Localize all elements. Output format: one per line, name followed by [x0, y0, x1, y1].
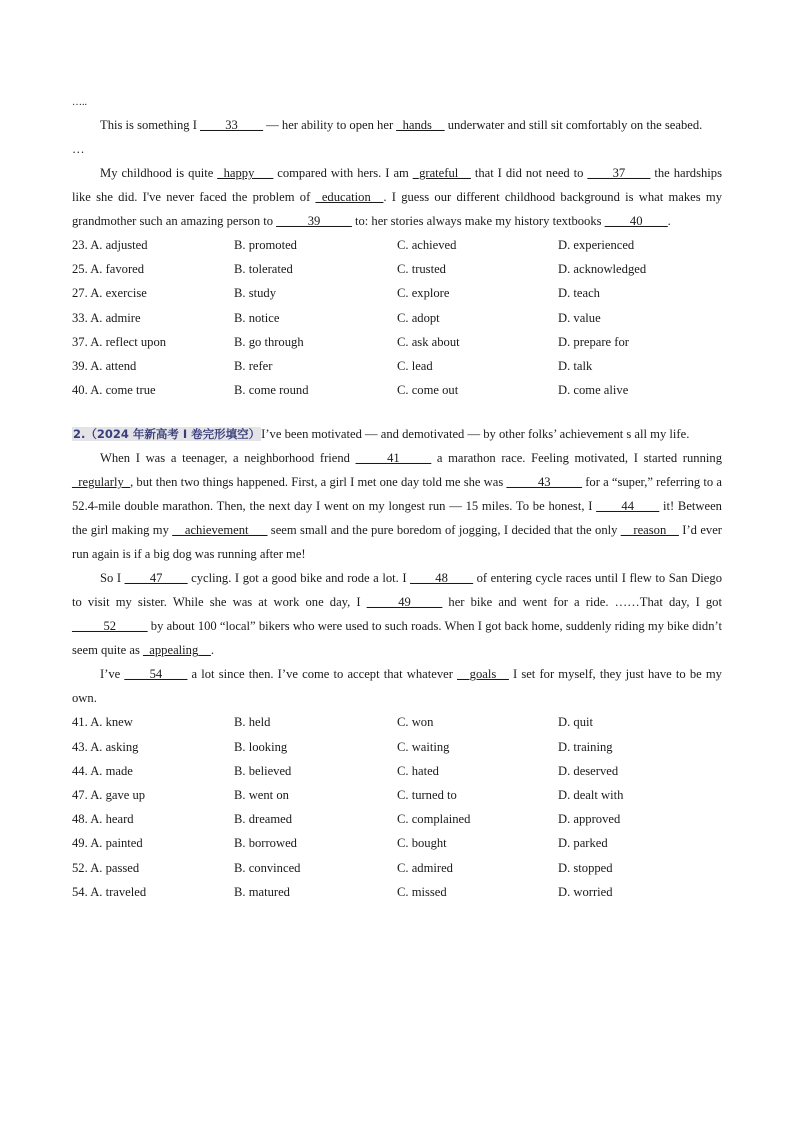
blank-44: ____44____ — [596, 499, 660, 514]
blank-43: _____43_____ — [506, 475, 583, 490]
blank-41: _____41_____ — [355, 451, 432, 466]
blank-grateful: _grateful__ — [412, 166, 471, 180]
option-item: 40. A. come true — [72, 383, 156, 398]
option-item: C. ask about — [397, 334, 460, 349]
option-item: C. achieved — [397, 238, 457, 252]
option-item: D. talk — [558, 359, 593, 374]
passage-paragraph-1b: My childhood is quite _happy___ compared with hers. I am _grateful__ that I did not need to ____37____ the hardships like she did. I've never faced the problem of _education__. I guess our different childhood background is what makes my grandmother such an amazing person to _____39_____ to: her stories always make my history textbooks ____40____. — [72, 166, 722, 228]
option-item: 52. A. passed — [72, 860, 140, 875]
option-item: 39. A. attend — [72, 359, 137, 374]
option-item: D. parked — [558, 836, 608, 851]
option-item: B. notice — [234, 310, 280, 325]
option-item: D. teach — [558, 286, 600, 301]
option-item: B. went on — [234, 788, 289, 803]
blank-education: _education__ — [315, 190, 384, 204]
blank-goals: __goals__ — [457, 667, 509, 682]
option-item: B. looking — [234, 739, 288, 754]
option-item: C. explore — [397, 286, 450, 301]
option-item: 33. A. admire — [72, 310, 141, 325]
option-item: B. refer — [234, 359, 273, 374]
option-item: D. approved — [558, 812, 621, 827]
option-item: C. trusted — [397, 262, 446, 277]
option-item: C. come out — [397, 383, 459, 398]
blank-39: _____39_____ — [276, 214, 352, 228]
option-item: B. go through — [234, 334, 304, 349]
passage-paragraph-1a: This is something I ____33____ — her ability to open her _hands__ underwater and still sit comfortably on the seabed. — [100, 118, 703, 132]
option-item: 25. A. favored — [72, 262, 145, 277]
option-item: 54. A. traveled — [72, 884, 147, 899]
options-table-2 — [72, 710, 722, 904]
option-item: 23. A. adjusted — [72, 238, 148, 252]
option-item: 49. A. painted — [72, 836, 143, 851]
option-item: C. admired — [397, 860, 453, 875]
blank-37: ____37____ — [587, 166, 651, 180]
option-item: B. come round — [234, 383, 309, 398]
passage-paragraph-2c: I’ve ____54____ a lot since then. I’ve come to accept that whatever __goals__ I set for myself, they just have to be my own. — [72, 667, 722, 706]
option-item: C. missed — [397, 884, 447, 899]
option-item: C. lead — [397, 359, 433, 374]
blank-40: ____40____ — [604, 214, 668, 228]
blank-54: ____54____ — [124, 667, 188, 682]
option-item: B. study — [234, 286, 276, 301]
question-source-tag: 2.（2024 年新高考 I 卷完形填空） — [73, 427, 261, 442]
option-item: D. prepare for — [558, 334, 629, 349]
passage-paragraph-2a: When I was a teenager, a neighborhood friend _____41_____ a marathon race. Feeling motivated, I started running _regularly_, but then two things happened. First, a girl I met one day told me she was _____43_____ for a “super,” referring to a 52.4-mile double marathon. Then, the next day I went on my longest run — 15 miles. To be honest, I ____44____ it! Between the girl making my __achievement___ seem small and the pure boredom of jogging, I decided that the only __reason__ I’d ever run again is if a big dog was running after me! — [72, 451, 722, 562]
option-item: C. turned to — [397, 788, 457, 803]
option-item: 43. A. asking — [72, 739, 139, 754]
blank-happy: _happy___ — [217, 166, 274, 180]
option-item: D. come alive — [558, 383, 629, 398]
options-table-1 — [72, 233, 722, 402]
blank-regularly: _regularly_ — [72, 475, 131, 490]
blank-47: ____47____ — [124, 571, 188, 586]
ellipsis-mid: … — [72, 142, 85, 156]
blank-48: ____48____ — [410, 571, 474, 586]
option-item: C. won — [397, 715, 434, 730]
option-item: B. held — [234, 715, 271, 730]
option-item: D. acknowledged — [558, 262, 647, 277]
option-item: B. believed — [234, 763, 292, 778]
blank-reason: __reason__ — [620, 523, 679, 538]
option-item: C. waiting — [397, 739, 450, 754]
option-item: C. complained — [397, 812, 471, 827]
option-item: 47. A. gave up — [72, 788, 146, 803]
option-item: B. convinced — [234, 860, 301, 875]
option-item: C. adopt — [397, 310, 440, 325]
option-item: 48. A. heard — [72, 812, 134, 827]
option-item: D. value — [558, 310, 601, 325]
option-item: B. dreamed — [234, 812, 293, 827]
option-item: D. worried — [558, 884, 613, 899]
option-item: D. experienced — [558, 238, 635, 252]
option-item: D. deserved — [558, 763, 619, 778]
option-item: B. promoted — [234, 238, 297, 252]
option-item: D. training — [558, 739, 613, 754]
option-item: C. bought — [397, 836, 447, 851]
option-item: 27. A. exercise — [72, 286, 147, 301]
intro-sentence: I’ve been motivated — and demotivated — by other folks’ achievement s all my life. — [261, 427, 690, 442]
blank-achievement: __achievement___ — [172, 523, 268, 538]
blank-hands: _hands__ — [396, 118, 445, 132]
passage-paragraph-2b: So I ____47____ cycling. I got a good bike and rode a lot. I ____48____ of entering cycle races until I flew to San Diego to visit my sister. While she was at work one day, I _____49_____ her bike and went for a ride. ……That day, I got _____52_____ by about 100 “local” bikers who were used to such roads. When I got back home, suddenly riding my bike didn’t seem quite as _appealing__. — [72, 571, 722, 658]
option-item: D. dealt with — [558, 788, 624, 803]
blank-appealing: _appealing__ — [143, 643, 211, 658]
option-item: 37. A. reflect upon — [72, 334, 167, 349]
option-item: D. stopped — [558, 860, 613, 875]
option-item: B. tolerated — [234, 262, 293, 277]
option-item: B. matured — [234, 884, 290, 899]
option-item: C. hated — [397, 763, 439, 778]
option-item: 41. A. knew — [72, 715, 133, 730]
blank-33: ____33____ — [200, 118, 264, 132]
option-item: D. quit — [558, 715, 593, 730]
document-page — [72, 96, 722, 904]
ellipsis-top: ….. — [72, 97, 87, 108]
question-heading — [72, 422, 722, 446]
blank-52: _____52_____ — [72, 619, 148, 634]
option-item: B. borrowed — [234, 836, 297, 851]
option-item: 44. A. made — [72, 763, 133, 778]
blank-49: _____49_____ — [366, 595, 443, 610]
